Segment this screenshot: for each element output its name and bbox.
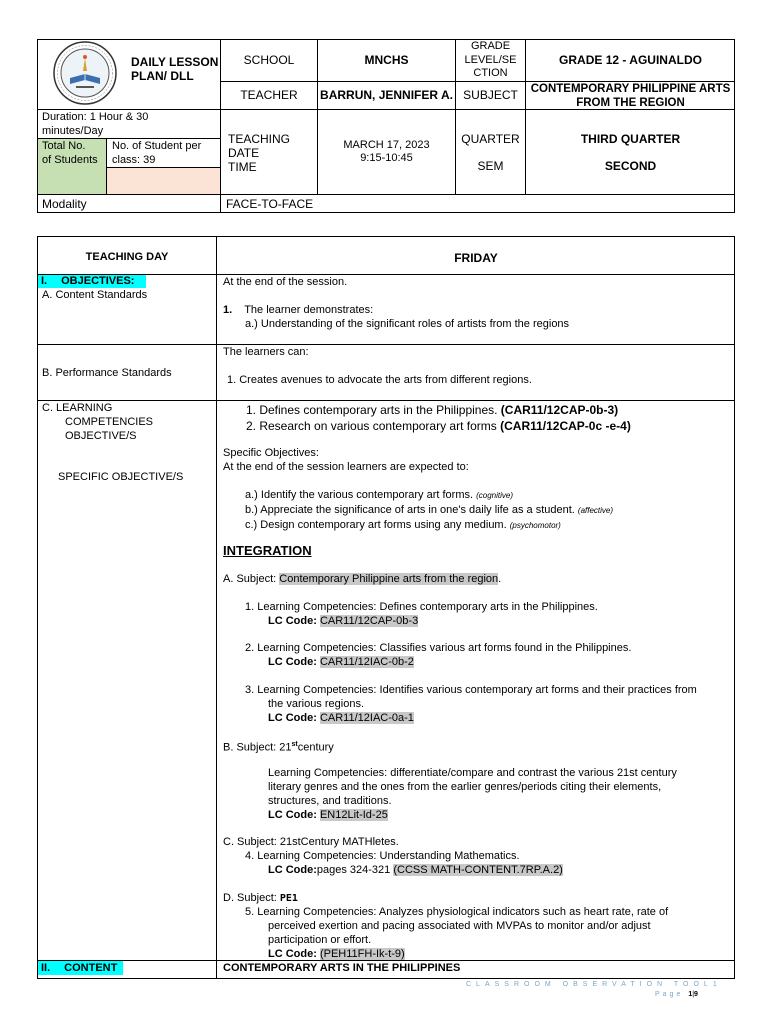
d-subject-value: PE1 [279,893,298,904]
b-code-label: LC Code: [268,809,320,821]
c-subject: C. Subject: 21stCentury MATHletes. [223,836,399,848]
footer-page-num: 1 [688,991,693,998]
b-lc-3: structures, and traditions. [268,795,392,807]
footer-page-total: 9 [694,991,698,998]
per-class-line1: No. of Student per [112,140,202,152]
a2-code: CAR11/12IAC-0b-2 [319,656,414,668]
total-no-line2: of Students [42,154,98,166]
lc-label-2: COMPETENCIES [65,416,154,428]
teaching-label-1: TEACHING [228,132,291,146]
content-num: II. [41,962,51,974]
perf-intro: The learners can: [223,346,309,358]
a-subject: Contemporary Philippine arts from the region [279,573,499,585]
a3-text-2: the various regions. [268,698,364,710]
footer-page-label: Page [655,991,684,998]
teaching-label-2: DATE [228,146,260,160]
date-value: MARCH 17, 2023 [343,139,430,151]
objectives-num: I. [41,275,48,287]
school-value: MNCHS [364,53,409,67]
spec-a: a.) Identify the various contemporary art forms. [245,489,477,501]
content-label: CONTENT [64,962,118,974]
content-std-intro: At the end of the session. [223,276,348,288]
c-code: (CCSS MATH-CONTENT.7RP.A.2) [393,864,563,876]
content-value: CONTEMPORARY ARTS IN THE PHILIPPINES [223,962,461,974]
c-code-label: LC Code: [268,864,317,876]
a3-text-1: 3. Learning Competencies: Identifies various contemporary art forms and their practices from [245,684,697,696]
d-lc-2: perceived exertion and pacing associated with MVPAs to monitor and/or adjust [268,920,651,932]
teaching-label-3: TIME [228,160,257,174]
sem-value: SECOND [604,159,657,173]
school-label: SCHOOL [243,53,295,67]
d-lc-1: 5. Learning Competencies: Analyzes physiological indicators such as heart rate, rate of [245,906,669,918]
b-lc-1: Learning Competencies: differentiate/compare and contrast the various 21st century [268,767,677,779]
specific-label: SPECIFIC OBJECTIVE/S [58,471,184,483]
content-heading [38,961,123,975]
d-lc-3: participation or effort. [268,934,372,946]
spec-c: c.) Design contemporary art forms using any medium. [245,519,510,531]
d-code: (PEH11FH-Ik-t-9) [319,948,405,960]
per-class-empty-cell [107,167,220,194]
lc-label-1: C. LEARNING [42,402,113,414]
grade-value: GRADE 12 - AGUINALDO [559,53,702,67]
grade-label-2: LEVEL/SE [464,53,517,66]
spec-a-tag: (cognitive) [476,491,513,500]
objectives-heading [38,275,146,288]
spec-b: b.) Appreciate the significance of arts in one's daily life as a student. [245,504,578,516]
a-subject-prefix: A. Subject: [223,573,280,585]
duration-line2: minutes/Day [42,125,104,137]
subject-value-2: FROM THE REGION [576,97,685,109]
doc-title-line1: DAILY LESSON [131,55,219,69]
footer-page: Page 1|9 [655,991,698,998]
school-logo [50,40,120,106]
grade-label-3: CTION [473,67,508,79]
perf-label: B. Performance Standards [42,367,172,379]
lc1-code: (CAR11/12CAP-0b-3) [500,403,619,417]
duration-line1: Duration: 1 Hour & 30 [42,111,149,123]
spec-c-tag: (psychomotor) [509,521,561,530]
content-std-num: 1. [223,304,233,316]
spec-intro: At the end of the session learners are expected to: [223,461,469,473]
doc-title-line2: PLAN/ DLL [131,69,194,83]
b-code: EN12Lit-Id-25 [319,809,388,821]
modality-label: Modality [42,197,87,211]
content-std-label: A. Content Standards [42,289,148,301]
modality-value: FACE-TO-FACE [226,197,314,211]
spec-b-tag: (affective) [577,506,614,515]
a1-code-label: LC Code: [268,615,320,627]
a1-code: CAR11/12CAP-0b-3 [319,615,419,627]
objectives-label: OBJECTIVES: [61,275,135,287]
spec-heading: Specific Objectives: [223,447,319,459]
a2-text: 2. Learning Competencies: Classifies various art forms found in the Philippines. [245,642,632,654]
lc2-text: 2. Research on various contemporary art forms [246,419,501,433]
subject-label: SUBJECT [463,88,518,102]
time-value: 9:15-10:45 [360,152,413,164]
c-lc: 4. Learning Competencies: Understanding Mathematics. [245,850,520,862]
teacher-label: TEACHER [240,88,298,102]
total-no-line1: Total No. [42,140,86,152]
quarter-value: THIRD QUARTER [580,132,681,146]
d-subject: D. Subject: [223,892,280,904]
lc-label-3: OBJECTIVE/S [65,430,137,442]
perf-item: 1. Creates avenues to advocate the arts from different regions. [227,374,532,386]
c-code-pages: pages 324-321 [316,864,394,876]
d-code-label: LC Code: [268,948,320,960]
b-subject-end: century [297,741,334,754]
teacher-value: BARRUN, JENNIFER A. [320,88,453,102]
a3-code: CAR11/12IAC-0a-1 [319,712,414,724]
content-std-item: The learner demonstrates: [244,304,374,316]
a1-text: 1. Learning Competencies: Defines contemporary arts in the Philippines. [245,601,598,613]
teaching-day-label: TEACHING DAY [85,251,169,263]
footer-tool-name: CLASSROOM OBSERVATION TOOL1 [466,981,722,988]
day-value: FRIDAY [454,251,498,265]
quarter-label: QUARTER [461,132,520,146]
subject-value-1: CONTEMPORARY PHILIPPINE ARTS [530,83,731,95]
lc2-code: (CAR11/12CAP-0c -e-4) [500,419,631,433]
b-sup: st [291,741,298,748]
grade-label-1: GRADE [470,40,511,52]
a2-code-label: LC Code: [268,656,320,668]
a3-code-label: LC Code: [268,712,320,724]
b-subject: B. Subject: 21 [223,741,292,754]
lc1-text: 1. Defines contemporary arts in the Philippines. [246,403,501,417]
b-lc-2: literary genres and the ones from the earlier genres/periods citing their elements, [268,781,662,793]
per-class-line2: class: 39 [112,154,156,166]
a-subject-end: . [498,573,502,585]
integration-heading: INTEGRATION [223,543,312,558]
content-std-sub: a.) Understanding of the significant roles of artists from the regions [245,318,570,330]
sem-label: SEM [477,159,504,173]
